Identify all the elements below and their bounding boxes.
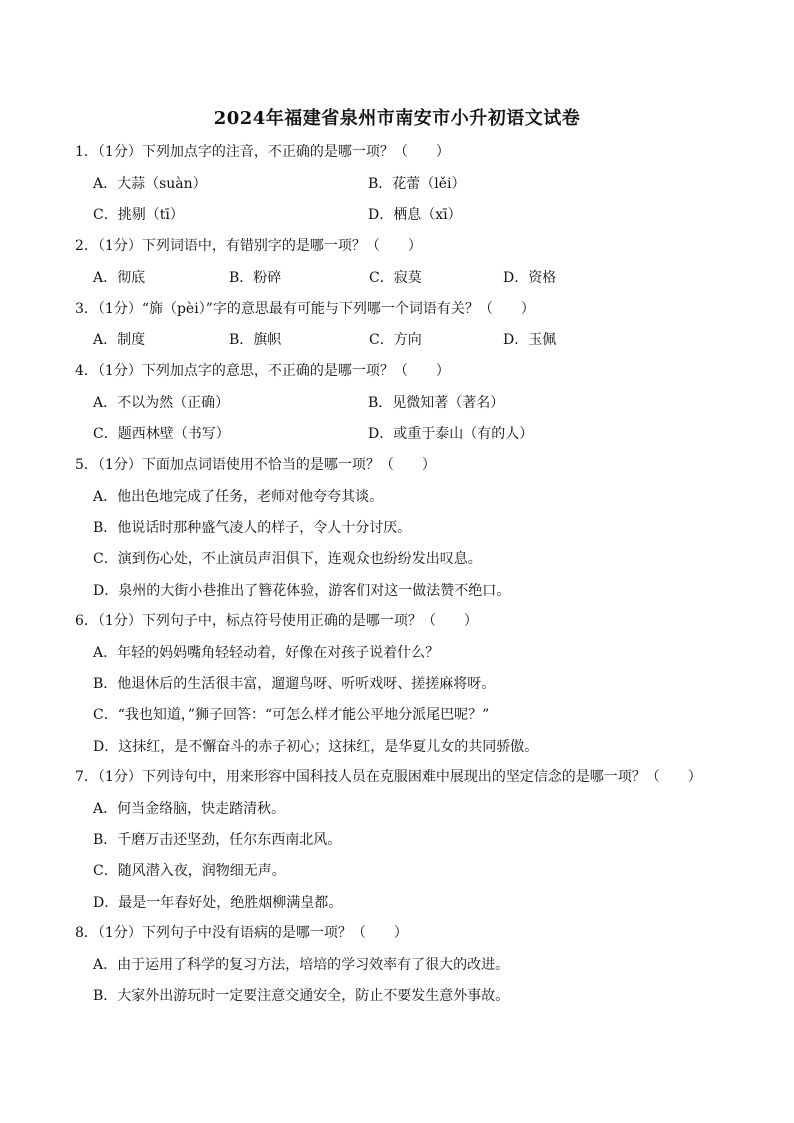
question-5-option-d: D．泉州的大街小巷推出了簪花体验，游客们对这一做法赞不绝口。 xyxy=(93,583,511,599)
question-5-stem: 5．（1分）下面加点词语使用不恰当的是哪一项？（ ） xyxy=(75,457,436,473)
question-3-stem: 3．（1分）“旆（pèi）”字的意思最有可能与下列哪一个词语有关？（ ） xyxy=(75,301,535,317)
question-3-option-c: C．方向 xyxy=(369,332,422,348)
question-5-option-c: C．演到伤心处，不止演员声泪俱下，连观众也纷纷发出叹息。 xyxy=(93,551,482,567)
question-2-option-b: B．粉碎 xyxy=(229,270,282,286)
question-7-stem: 7．（1分）下列诗句中，用来形容中国科技人员在克服困难中展现出的坚定信念的是哪一项？（ ） xyxy=(75,769,702,785)
question-4-option-d: D．或重于泰山（有的人） xyxy=(368,426,534,442)
question-7-option-a: A．何当金络脑，快走踏清秋。 xyxy=(93,801,286,817)
question-8-option-a: A．由于运用了科学的复习方法，培培的学习效率有了很大的改进。 xyxy=(93,957,510,973)
question-6-option-a: A．年轻的妈妈嘴角轻轻动着，好像在对孩子说着什么？ xyxy=(93,645,440,661)
question-6-stem: 6．（1分）下列句子中，标点符号使用正确的是哪一项？（ ） xyxy=(75,613,478,629)
exam-title: 2024年福建省泉州市南安市小升初语文试卷 xyxy=(213,108,581,129)
question-1-option-d: D．栖息（xī） xyxy=(368,207,462,223)
question-1-option-a: A．大蒜（suàn） xyxy=(93,176,207,192)
question-7-option-b: B．千磨万击还坚劲，任尔东西南北风。 xyxy=(93,832,342,848)
question-1-option-c: C．挑剔（tī） xyxy=(93,207,184,223)
question-3-option-a: A．制度 xyxy=(93,332,146,348)
question-7-option-c: C．随风潜入夜，润物细无声。 xyxy=(93,863,286,879)
question-8-option-b: B．大家外出游玩时一定要注意交通安全，防止不要发生意外事故。 xyxy=(93,988,510,1004)
question-6-option-d: D．这抹红，是不懈奋斗的赤子初心；这抹红，是华夏儿女的共同骄傲。 xyxy=(93,739,539,755)
question-4-option-c: C．题西林壁（书写） xyxy=(93,426,230,442)
question-3-option-d: D．玉佩 xyxy=(503,332,557,348)
question-2-option-a: A．彻底 xyxy=(93,270,146,286)
question-3-option-b: B．旗帜 xyxy=(229,332,282,348)
question-2-stem: 2．（1分）下列词语中，有错别字的是哪一项？（ ） xyxy=(75,238,422,254)
question-4-option-b: B．见微知著（著名） xyxy=(368,395,505,411)
question-7-option-d: D．最是一年春好处，绝胜烟柳满皇都。 xyxy=(93,895,343,911)
question-4-stem: 4．（1分）下列加点字的意思，不正确的是哪一项？（ ） xyxy=(75,363,450,379)
question-1-stem: 1．（1分）下列加点字的注音，不正确的是哪一项？（ ） xyxy=(75,144,450,160)
question-6-option-b: B．他退休后的生活很丰富，遛遛鸟呀、听听戏呀、搓搓麻将呀。 xyxy=(93,676,496,692)
question-6-option-c: C．“我也知道，”狮子回答：“可怎么样才能公平地分派尾巴呢？” xyxy=(93,707,490,723)
question-8-stem: 8．（1分）下列句子中没有语病的是哪一项？（ ） xyxy=(75,925,408,941)
question-2-option-c: C．寂莫 xyxy=(369,270,422,286)
question-4-option-a: A．不以为然（正确） xyxy=(93,395,230,411)
question-2-option-d: D．资格 xyxy=(503,270,557,286)
question-5-option-b: B．他说话时那种盛气凌人的样子，令人十分讨厌。 xyxy=(93,520,412,536)
question-5-option-a: A．他出色地完成了任务，老师对他夸夸其谈。 xyxy=(93,489,384,505)
question-1-option-b: B．花蕾（lěi） xyxy=(368,176,466,192)
